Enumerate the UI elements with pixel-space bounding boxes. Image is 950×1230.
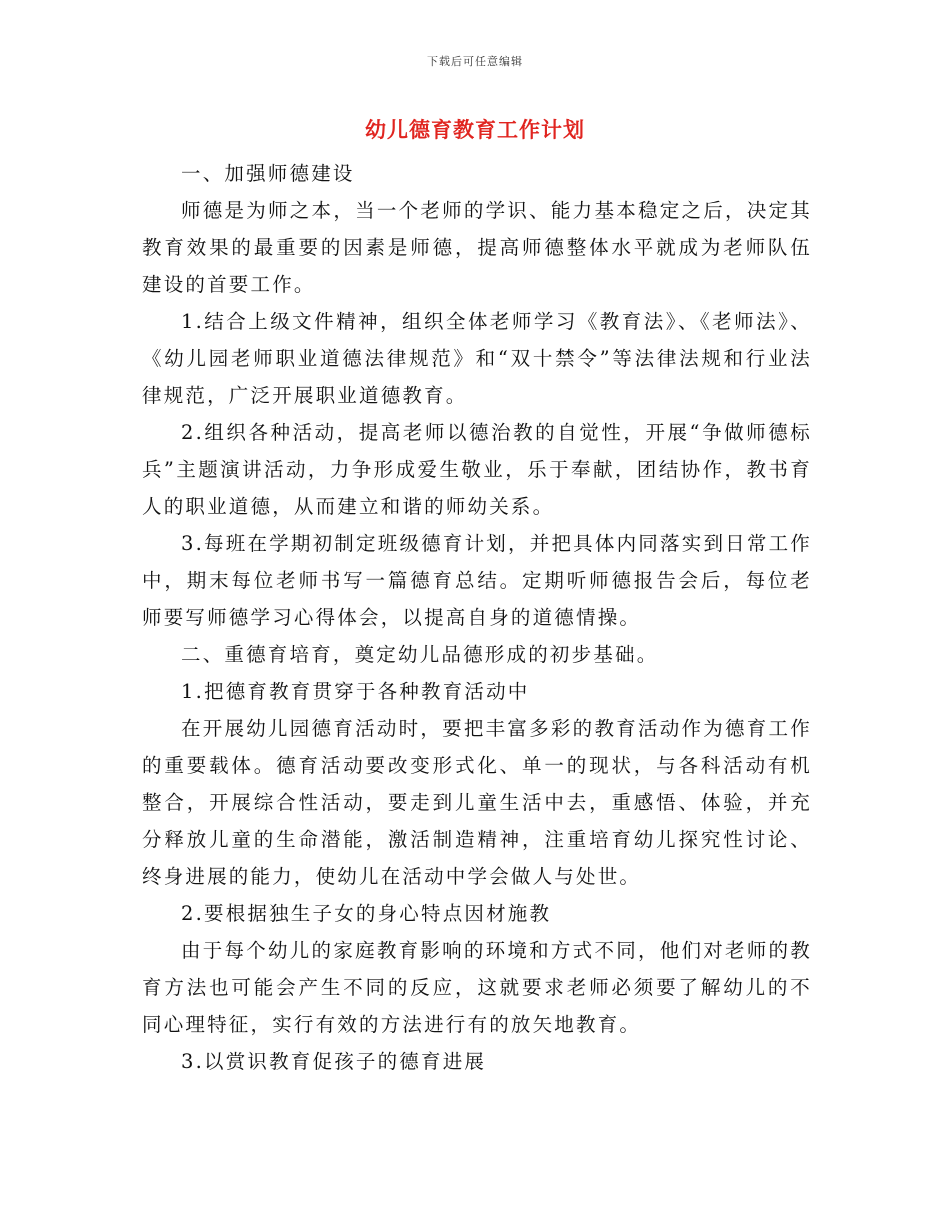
- subheading: 2.要根据独生子女的身心特点因材施教: [181, 902, 552, 925]
- subheading: 1.把德育教育贯穿于各种教育活动中: [181, 680, 530, 703]
- list-item: 3.每班在学期初制定班级德育计划，并把具体内同落实到日常工作中，期末每位老师书写一篇德育总结。定期听师德报告会后，每位老师要写师德学习心得体会，以提高自身的道德情操。: [142, 532, 812, 629]
- list-item: 2.组织各种活动，提高老师以德治教的自觉性，开展“争做师德标兵”主题演讲活动，力争形成爱生敬业，乐于奉献，团结协作，教书育人的职业道德，从而建立和谐的师幼关系。: [142, 421, 812, 518]
- paragraph: 在开展幼儿园德育活动时，要把丰富多彩的教育活动作为德育工作的重要载体。德育活动要改变形式化、单一的现状，与各科活动有机整合，开展综合性活动，要走到儿童生活中去，重感悟、体验，并充分释放儿童的生命潜能，激活制造精神，注重培育幼儿探究性讨论、终身进展的能力，使幼儿在活动中学会做人与处世。: [142, 717, 812, 888]
- document-body: [142, 155, 812, 1080]
- list-item: 1.结合上级文件精神，组织全体老师学习《教育法》、《老师法》、《幼儿园老师职业道德法律规范》和“双十禁令”等法律法规和行业法律规范，广泛开展职业道德教育。: [142, 310, 812, 407]
- document-title: 幼儿德育教育工作计划: [365, 117, 585, 142]
- section-heading-2: 二、重德育培育，奠定幼儿品德形成的初步基础。: [181, 643, 659, 666]
- header-note: 下载后可任意编辑: [427, 55, 523, 68]
- subheading: 3.以赏识教育促孩子的德育进展: [181, 1050, 487, 1073]
- paragraph: 师德是为师之本，当一个老师的学识、能力基本稳定之后，决定其教育效果的最重要的因素是师德，提高师德整体水平就成为老师队伍建设的首要工作。: [142, 199, 812, 296]
- section-heading-1: 一、加强师德建设: [181, 162, 355, 185]
- paragraph: 由于每个幼儿的家庭教育影响的环境和方式不同，他们对老师的教育方法也可能会产生不同的反应，这就要求老师必须要了解幼儿的不同心理特征，实行有效的方法进行有的放矢地教育。: [142, 939, 812, 1036]
